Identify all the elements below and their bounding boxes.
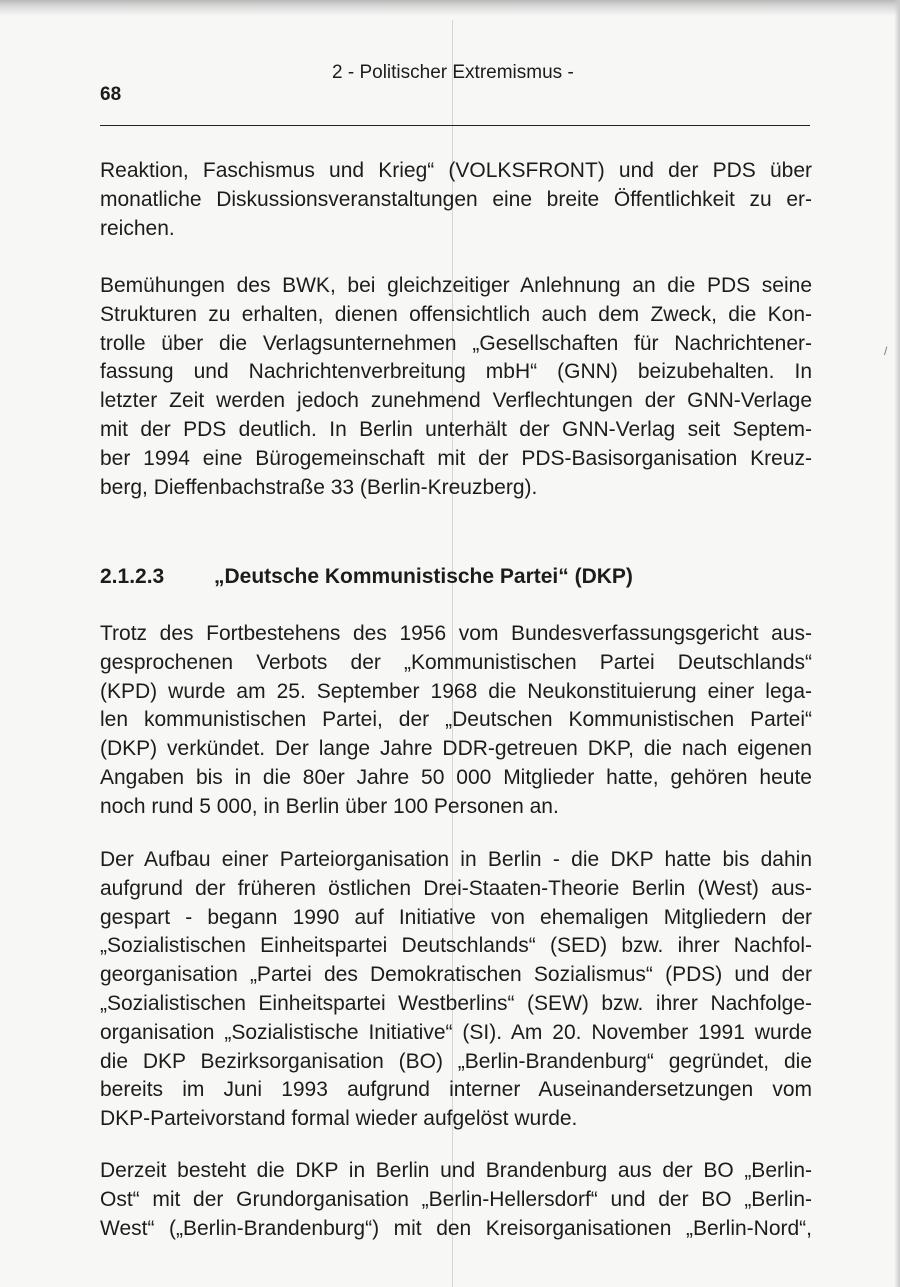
paragraph-1 [100,157,812,243]
paragraph-line: (DKP) verkündet. Der lange Jahre DDR-getreuen DKP, die nach eigenen [100,737,812,761]
paragraph-line: „Sozialistischen Einheitspartei Westberlins“ (SEW) bzw. ihrer Nachfolge- [100,991,812,1015]
page-number: 68 [100,84,122,105]
paragraph-line: „Sozialistischen Einheitspartei Deutschlands“ (SED) bzw. ihrer Nachfol- [100,934,812,958]
section-heading [100,565,633,589]
paragraph-line: organisation „Sozialistische Initiative“ (SI). Am 20. November 1991 wurde [100,1020,812,1044]
paragraph-line: gesprochenen Verbots der „Kommunistischen Partei Deutschlands“ [100,650,812,674]
paragraph-line: Der Aufbau einer Parteiorganisation in Berlin - die DKP hatte bis dahin [100,848,812,871]
paragraph-5 [100,1157,812,1243]
paragraph-line: trolle über die Verlagsunternehmen „Gesellschaften für Nachrichtener- [100,331,812,355]
paragraph-line: aufgrund der früheren östlichen Drei-Staaten-Theorie Berlin (West) aus- [100,876,812,900]
paragraph-line: letzter Zeit werden jedoch zunehmend Verflechtungen der GNN-Verlage [100,389,812,413]
paragraph-line: georganisation „Partei des Demokratischen Sozialismus“ (PDS) und der [100,963,812,987]
paragraph-line: die DKP Bezirksorganisation (BO) „Berlin-Brandenburg“ gegründet, die [100,1049,812,1073]
scan-edge-right [894,0,900,1287]
section-title: „Deutsche Kommunistische Partei“ (DKP) [214,565,633,588]
paragraph-line: Trotz des Fortbestehens des 1956 vom Bundesverfassungsgericht aus- [100,622,812,645]
scan-edge-top [0,0,900,16]
paragraph-line: noch rund 5 000, in Berlin über 100 Personen an. [100,794,559,818]
running-header: 2 - Politischer Extremismus - [332,62,574,83]
paragraph-3 [100,620,812,822]
paragraph-line: Reaktion, Faschismus und Krieg“ (VOLKSFRONT) und der PDS über [100,159,812,182]
paragraph-4 [100,846,812,1134]
header-rule [100,125,810,126]
paragraph-line: monatliche Diskussionsveranstaltungen eine breite Öffentlichkeit zu er- [100,187,812,211]
paragraph-line: DKP-Parteivorstand formal wieder aufgelöst wurde. [100,1107,578,1131]
paragraph-line: Ost“ mit der Grundorganisation „Berlin-Hellersdorf“ und der BO „Berlin- [100,1187,812,1211]
paragraph-line: fassung und Nachrichtenverbreitung mbH“ (GNN) beizubehalten. In [100,360,812,384]
section-number: 2.1.2.3 [100,565,165,588]
paragraph-line: Derzeit besteht die DKP in Berlin und Brandenburg aus der BO „Berlin- [100,1159,812,1182]
paragraph-line: West“ („Berlin-Brandenburg“) mit den Kreisorganisationen „Berlin-Nord“, [100,1216,812,1240]
paragraph-line: reichen. [100,216,175,240]
scan-speck: / [884,344,888,358]
paragraph-line: Bemühungen des BWK, bei gleichzeitiger Anlehnung an die PDS seine [100,274,812,297]
paragraph-2 [100,272,812,502]
paragraph-line: ber 1994 eine Bürogemeinschaft mit der PDS-Basisorganisation Kreuz- [100,446,812,470]
paragraph-line: Strukturen zu erhalten, dienen offensichtlich auch dem Zweck, die Kon- [100,302,812,326]
paragraph-line: (KPD) wurde am 25. September 1968 die Neukonstituierung einer lega- [100,679,812,703]
paragraph-line: berg, Dieffenbachstraße 33 (Berlin-Kreuzberg). [100,475,538,499]
paragraph-line: bereits im Juni 1993 aufgrund interner Auseinandersetzungen vom [100,1078,812,1102]
paragraph-line: Angaben bis in die 80er Jahre 50 000 Mitglieder hatte, gehören heute [100,765,812,789]
paragraph-line: len kommunistischen Partei, der „Deutschen Kommunistischen Partei“ [100,708,812,732]
paragraph-line: gespart - begann 1990 auf Initiative von ehemaligen Mitgliedern der [100,905,812,929]
paragraph-line: mit der PDS deutlich. In Berlin unterhält der GNN-Verlag seit Septem- [100,417,812,441]
